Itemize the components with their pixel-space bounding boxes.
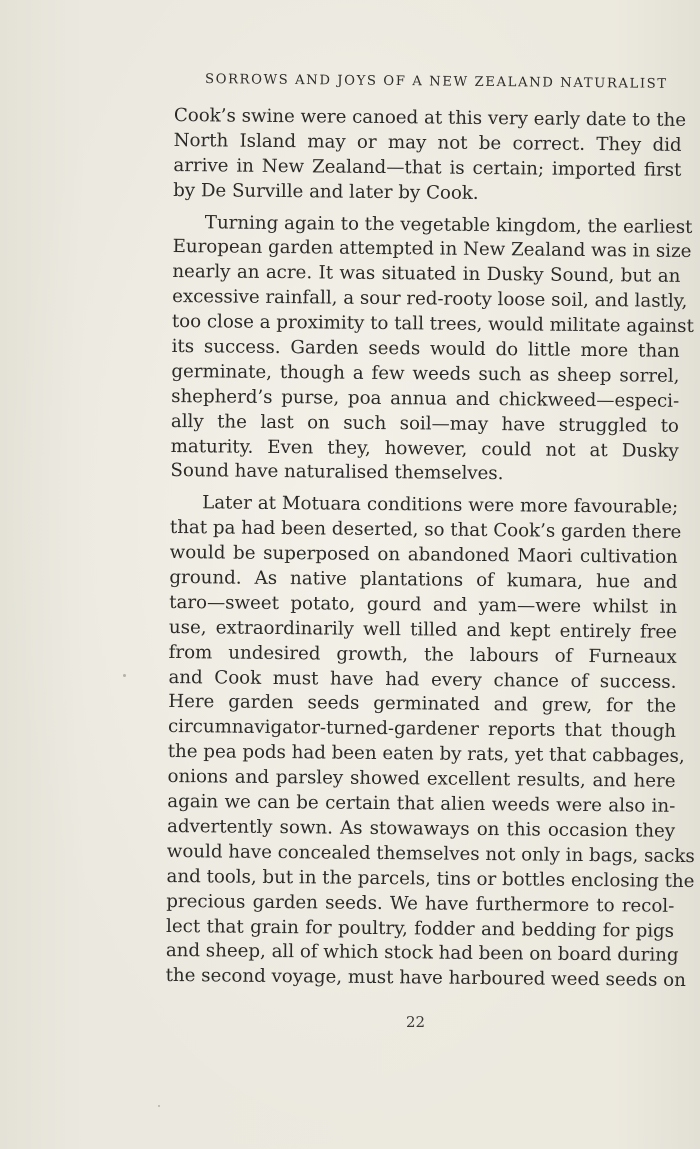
text-line: Here garden seeds germinated and grew, for the [168, 691, 677, 718]
text-line: by De Surville and later by Cook. [173, 179, 479, 204]
text-line: and Cook must have had every chance of success. [168, 666, 677, 693]
body-text [165, 104, 695, 994]
paragraph-1 [173, 104, 687, 208]
page-number: 22 [406, 1013, 426, 1031]
text-line: that pa had been deserted, so that Cook’s garden there [169, 517, 682, 544]
text-line: from undesired growth, the labours of Furneaux [168, 641, 677, 668]
text-line: ground. As native plantations of kumara, hue and [169, 567, 678, 593]
text-line: Turning again to the vegetable kingdom, the earliest [204, 211, 693, 238]
text-line: arrive in New Zealand—that is certain; imported first [173, 154, 682, 181]
text-line: the second voyage, must have harboured weed seeds on [165, 965, 686, 992]
paragraph-3 [165, 491, 695, 994]
text-line: would have concealed themselves not only in bags, sacks [166, 840, 695, 867]
text-line: lect that grain for poultry, fodder and bedding for pigs [166, 915, 675, 942]
text-line: precious garden seeds. We have furthermore to recol- [166, 890, 675, 917]
text-line: taro—sweet potato, gourd and yam—were whilst in [169, 591, 678, 618]
text-line: and tools, but in the parcels, tins or bottles enclosing the [166, 865, 695, 892]
text-line: its success. Garden seeds would do little more than [171, 336, 680, 362]
text-line: shepherd’s purse, poa annua and chickweed—especi- [171, 385, 680, 412]
text-line: Sound have naturalised themselves. [170, 460, 504, 485]
text-line: advertently sown. As stowaways on this occasion they [166, 815, 676, 842]
text-line: and sheep, all of which stock had been on board during [165, 940, 679, 967]
text-line: too close a proximity to tall trees, would militate against [171, 311, 694, 338]
text-line: onions and parsley showed excellent results, and here [167, 766, 676, 793]
text-line: again we can be certain that alien weeds were also in- [167, 791, 676, 817]
text-line: Later at Motuara conditions were more favourable; [202, 492, 679, 519]
text-line: European garden attempted in New Zealand was in size [172, 236, 692, 263]
text-line: nearly an acre. It was situated in Dusky Sound, but an [172, 261, 681, 288]
paper-speck [123, 674, 126, 677]
text-line: use, extraordinarily well tilled and kept entirely free [168, 616, 678, 643]
running-head: SORROWS AND JOYS OF A NEW ZEALAND NATURALIST [204, 72, 668, 92]
text-line: ally the last on such soil—may have struggled to [170, 410, 680, 437]
text-line: the pea pods had been eaten by rats, yet that cabbages, [167, 741, 685, 768]
text-line: North Island may or may not be correct. They did [173, 129, 682, 156]
text-line: maturity. Even they, however, could not at Dusky [170, 435, 679, 462]
paper-speck [158, 1105, 160, 1107]
paragraph-2 [170, 211, 694, 490]
text-line: germinate, though a few weeds such as sheep sorrel, [171, 360, 680, 387]
text-line: circumnavigator-turned-gardener reports that though [167, 716, 677, 743]
text-line: excessive rainfall, a sour red-rooty loose soil, and lastly, [172, 286, 688, 313]
text-line: would be superposed on abandoned Maori cultivation [169, 542, 678, 568]
text-line: Cook’s swine were canoed at this very early date to the [173, 104, 687, 131]
